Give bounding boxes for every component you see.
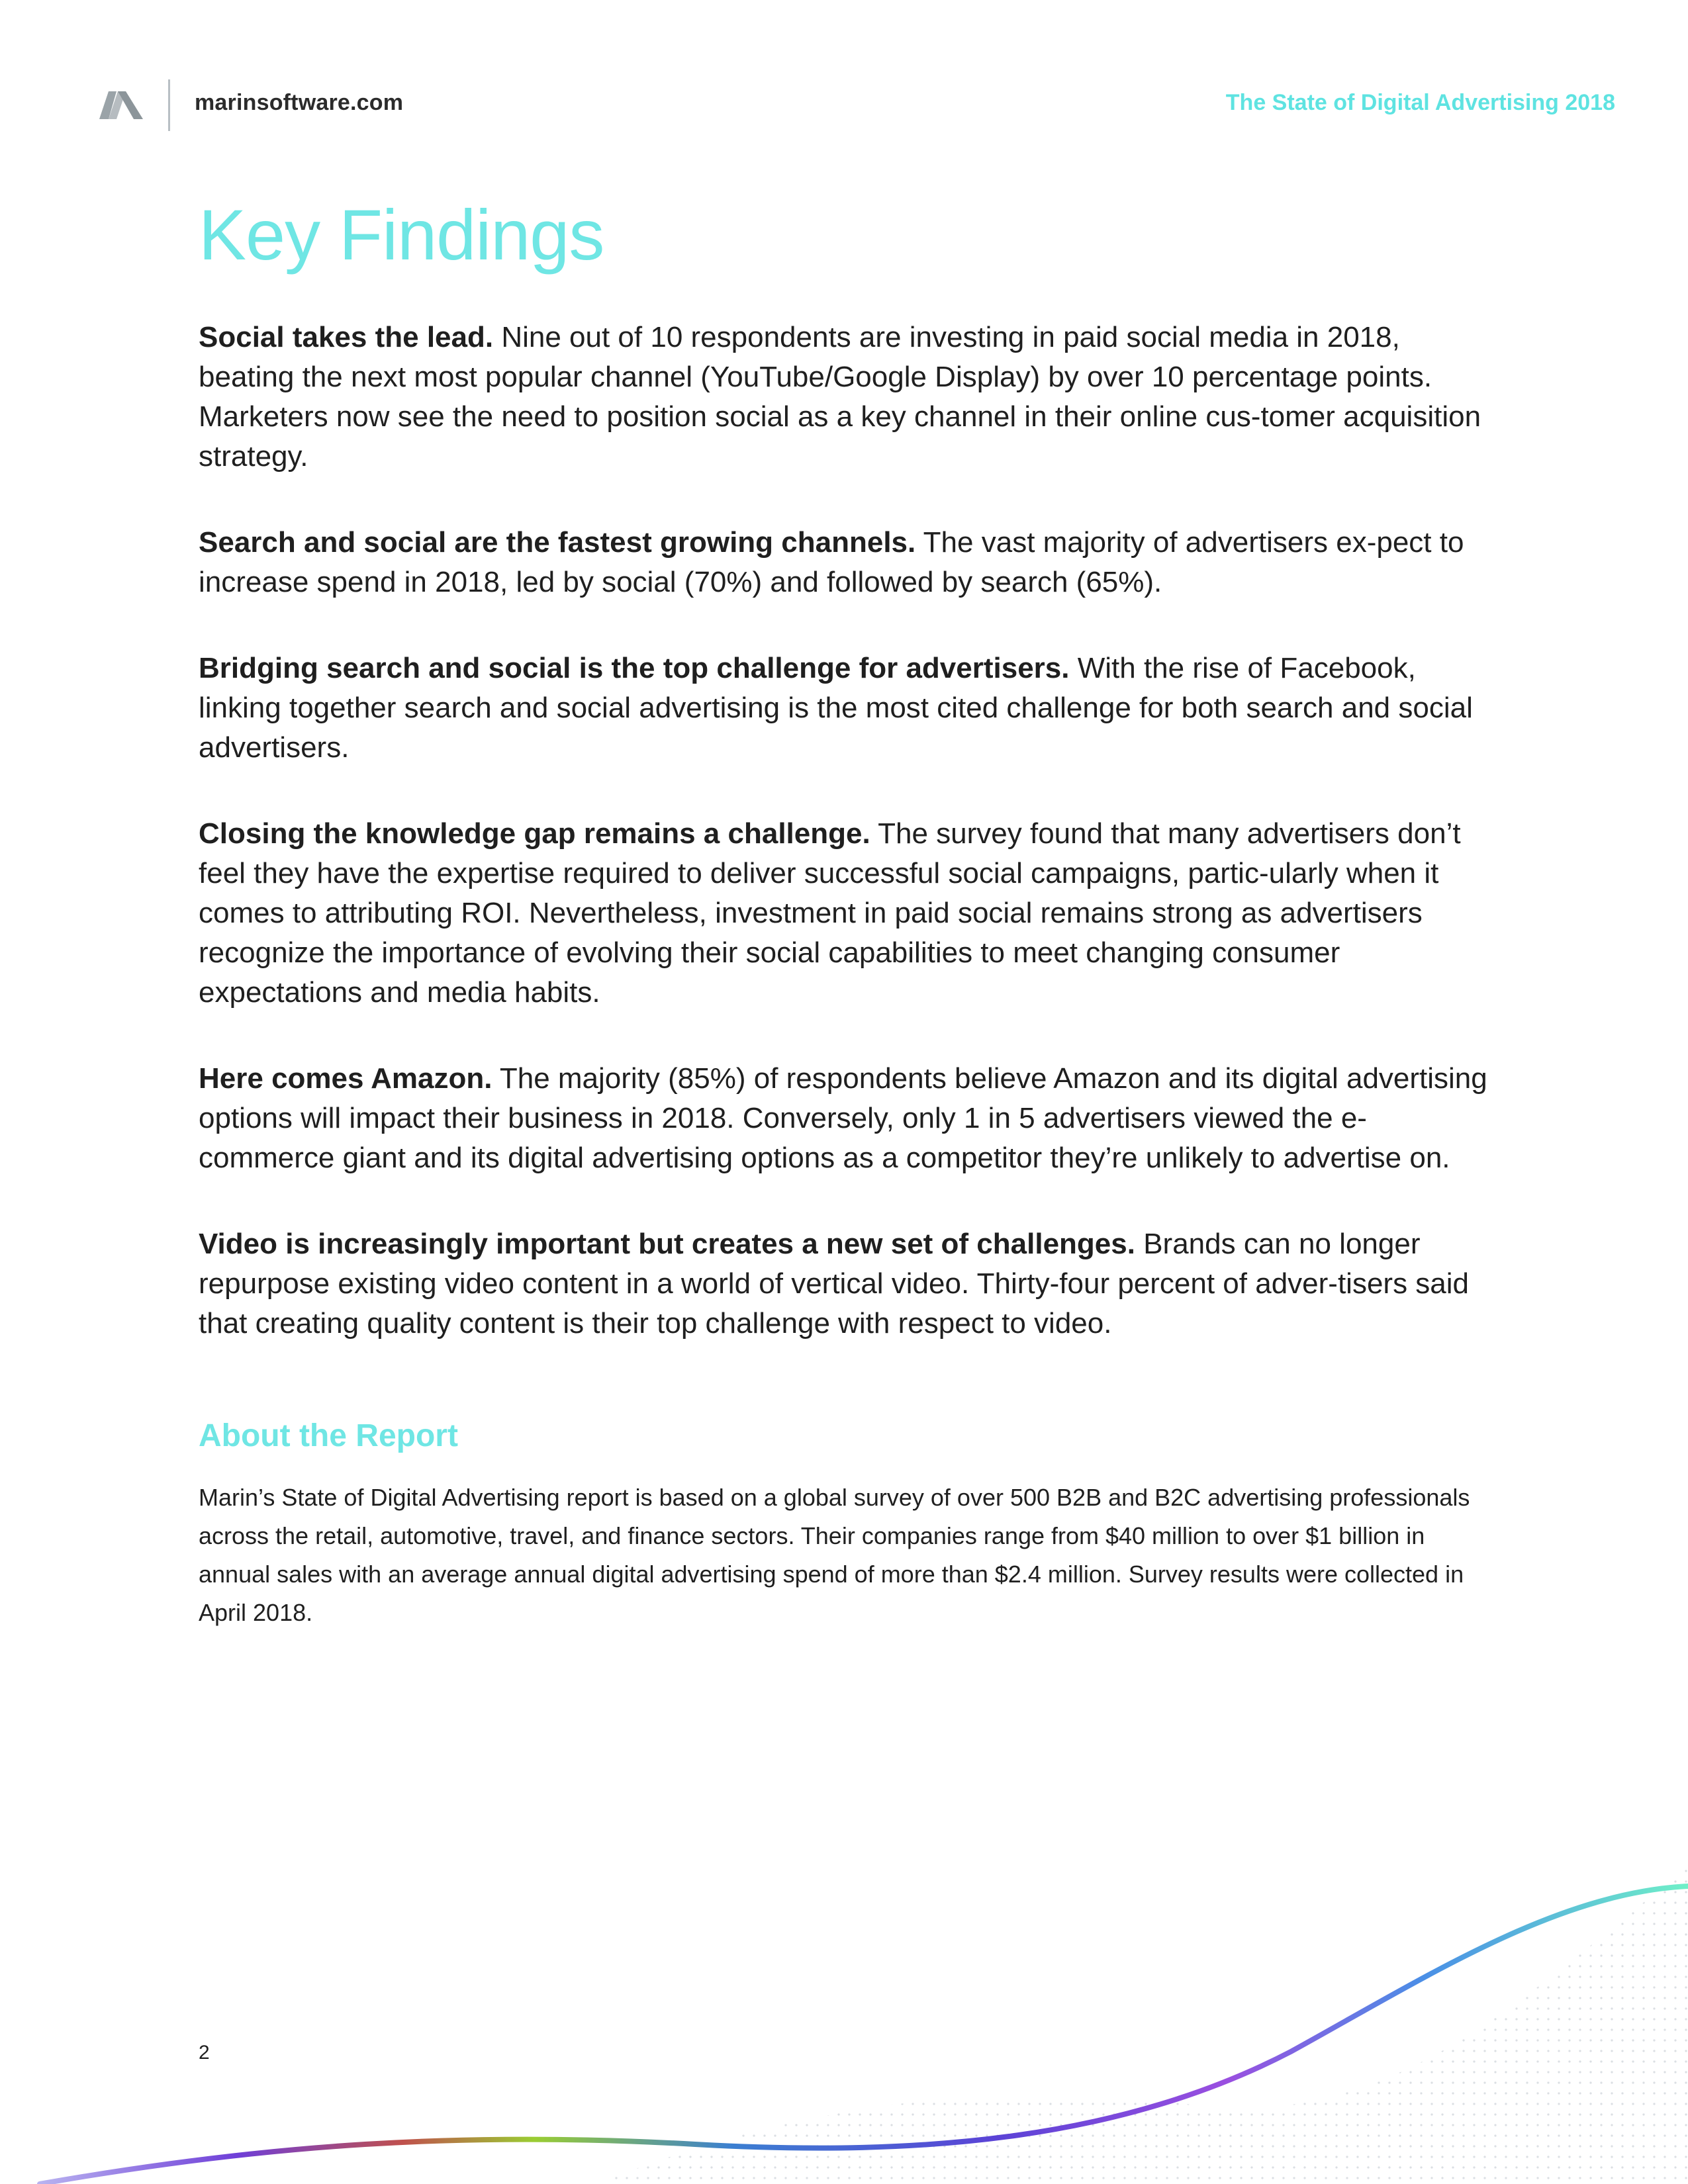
finding-body: With the rise of Facebook, linking together search and social advertising is the most cited challenge for both search and social advertisers. [199,652,1473,764]
finding-body: The survey found that many advertisers don’t feel they have the expertise required to deliver successful social campaigns, partic-ularly when it comes to attributing ROI. Nevertheless, investment in paid social remains strong as advertisers recognize the importance of evolving their social capabilities to meet changing consumer expectations and media habits. [199,817,1461,1009]
about-report-body: Marin’s State of Digital Advertising report is based on a global survey of over 500 B2B and B2C advertising professionals across the retail, automotive, travel, and finance sectors. Their companies range from $40 million to over $1 billion in annual sales with an average annual digital advertising spend of more than $2.4 million. Survey results were collected in April 2018. [199,1484,1470,1626]
about-report-heading: About the Report [199,1418,458,1453]
finding-fastest-growing [199,523,1489,602]
finding-body: Nine out of 10 respondents are investing in paid social media in 2018, beating the next most popular channel (YouTube/Google Display) by over 10 percentage points. Marketers now see the need to position social as a key channel in their online cus-tomer acquisition strategy. [199,321,1481,473]
finding-lead: Bridging search and social is the top challenge for advertisers. [199,652,1070,684]
finding-body: The majority (85%) of respondents believe Amazon and its digital advertising options will impact their business in 2018. Conversely, only 1 in 5 advertisers viewed the e-commerce giant and its digital advertising options as a competitor they’re unlikely to advertise on. [199,1062,1487,1174]
header-divider [168,79,170,131]
page-header [99,79,1615,132]
finding-body: Brands can no longer repurpose existing video content in a world of vertical video. Thirty-four percent of adver-tisers said that creating quality content is their top challenge with respect to video. [199,1228,1470,1340]
finding-video [199,1224,1489,1343]
finding-lead: Search and social are the fastest growing channels. [199,526,916,559]
marin-logo-icon [99,89,143,119]
finding-knowledge-gap [199,814,1489,1013]
key-findings-list [199,318,1489,1343]
finding-lead: Social takes the lead. [199,321,494,353]
page-number: 2 [199,2042,210,2064]
finding-lead: Video is increasingly important but creates a new set of challenges. [199,1228,1135,1260]
main-content [199,192,1489,1632]
site-url: marinsoftware.com [195,90,404,115]
page-title: Key Findings [199,195,604,275]
finding-lead: Closing the knowledge gap remains a challenge. [199,817,870,850]
finding-lead: Here comes Amazon. [199,1062,492,1095]
finding-amazon [199,1059,1489,1178]
report-title: The State of Digital Advertising 2018 [1225,90,1615,115]
decorative-wave-graphic [0,1827,1688,2184]
finding-social-lead [199,318,1489,477]
finding-body: The vast majority of advertisers ex-pect to increase spend in 2018, led by social (70%) and followed by search (65%). [199,526,1464,598]
finding-bridging-challenge [199,649,1489,768]
wave-dot-field [596,1866,1688,2184]
